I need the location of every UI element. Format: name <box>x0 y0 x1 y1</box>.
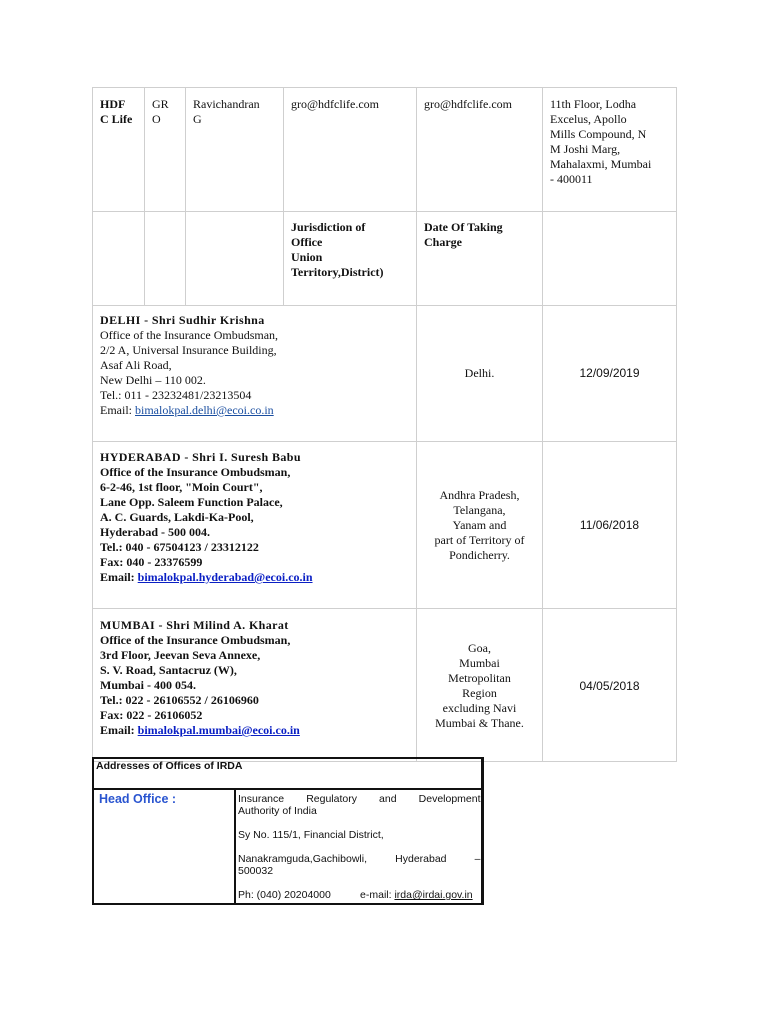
irda-offices-table <box>92 757 484 905</box>
date-cell: 12/09/2019 <box>543 306 677 442</box>
insurer-ombudsman-table <box>92 87 677 762</box>
date-cell: 04/05/2018 <box>543 609 677 762</box>
org-name-line: Authority of India <box>238 805 317 817</box>
address-cell: 11th Floor, Lodha Excelus, Apollo Mills Compound, N M Joshi Marg, Mahalaxmi, Mumbai - 400011 <box>543 88 677 212</box>
ombudsman-row-hyderabad <box>93 442 677 609</box>
contact-line: Ph: (040) 20204000 e-mail: irda@irdai.gov.in <box>238 889 473 901</box>
irda-email-link[interactable]: irda@irdai.gov.in <box>394 889 473 901</box>
ombudsman-row-delhi <box>93 306 677 442</box>
ombudsman-row-mumbai <box>93 609 677 762</box>
date-header: Date Of Taking Charge <box>417 212 543 306</box>
jurisdiction-cell: Andhra Pradesh, Telangana, Yanam and part of Territory of Pondicherry. <box>417 442 543 609</box>
officer-cell: Ravichandran G <box>186 88 284 212</box>
date-cell: 11/06/2018 <box>543 442 677 609</box>
insurer-row <box>93 88 677 212</box>
designation-cell: GR O <box>145 88 186 212</box>
ombudsman-address: HYDERABAD - Shri I. Suresh Babu Office of the Insurance Ombudsman, 6-2-46, 1st floor, "Moin Court", Lane Opp. Saleem Function Palace, A. C. Guards, Lakdi-Ka-Pool, Hyderabad - 500 004. Tel.: 040 - 67504123 / 23312122 Fax: 040 - 23376599 Email: bimalokpal.hyderabad@ecoi.co.in <box>93 442 417 609</box>
address-line: Nanakramguda,Gachibowli, Hyderabad – <box>238 853 481 865</box>
jurisdiction-cell: Delhi. <box>417 306 543 442</box>
address-line: 500032 <box>238 865 274 877</box>
address-line: Sy No. 115/1, Financial District, <box>238 829 384 841</box>
email-link[interactable]: bimalokpal.hyderabad@ecoi.co.in <box>137 570 313 584</box>
email-cell-1: gro@hdfclife.com <box>284 88 417 212</box>
email-link[interactable]: bimalokpal.delhi@ecoi.co.in <box>135 403 274 417</box>
header-row <box>93 212 677 306</box>
company-cell: HDF C Life <box>93 88 145 212</box>
org-name-line: Insurance Regulatory and Development <box>238 793 481 805</box>
email-link[interactable]: bimalokpal.mumbai@ecoi.co.in <box>137 723 300 737</box>
email-cell-2: gro@hdfclife.com <box>417 88 543 212</box>
irda-table-title: Addresses of Offices of IRDA <box>93 758 482 789</box>
head-office-address <box>235 789 482 904</box>
ombudsman-address: MUMBAI - Shri Milind A. Kharat Office of the Insurance Ombudsman, 3rd Floor, Jeevan Seva Annexe, S. V. Road, Santacruz (W), Mumbai - 400 054. Tel.: 022 - 26106552 / 26106960 Fax: 022 - 26106052 Email: bimalokpal.mumbai@ecoi.co.in <box>93 609 417 762</box>
jurisdiction-cell: Goa, Mumbai Metropolitan Region excluding Navi Mumbai & Thane. <box>417 609 543 762</box>
phone-number: Ph: (040) 20204000 <box>238 889 331 901</box>
ombudsman-address: DELHI - Shri Sudhir Krishna Office of the Insurance Ombudsman, 2/2 A, Universal Insurance Building, Asaf Ali Road, New Delhi – 110 002. Tel.: 011 - 23232481/23213504 Email: bimalokpal.delhi@ecoi.co.in <box>93 306 417 442</box>
head-office-label: Head Office : <box>93 789 235 904</box>
jurisdiction-header: Jurisdiction of Office Union Territory,District) <box>284 212 417 306</box>
